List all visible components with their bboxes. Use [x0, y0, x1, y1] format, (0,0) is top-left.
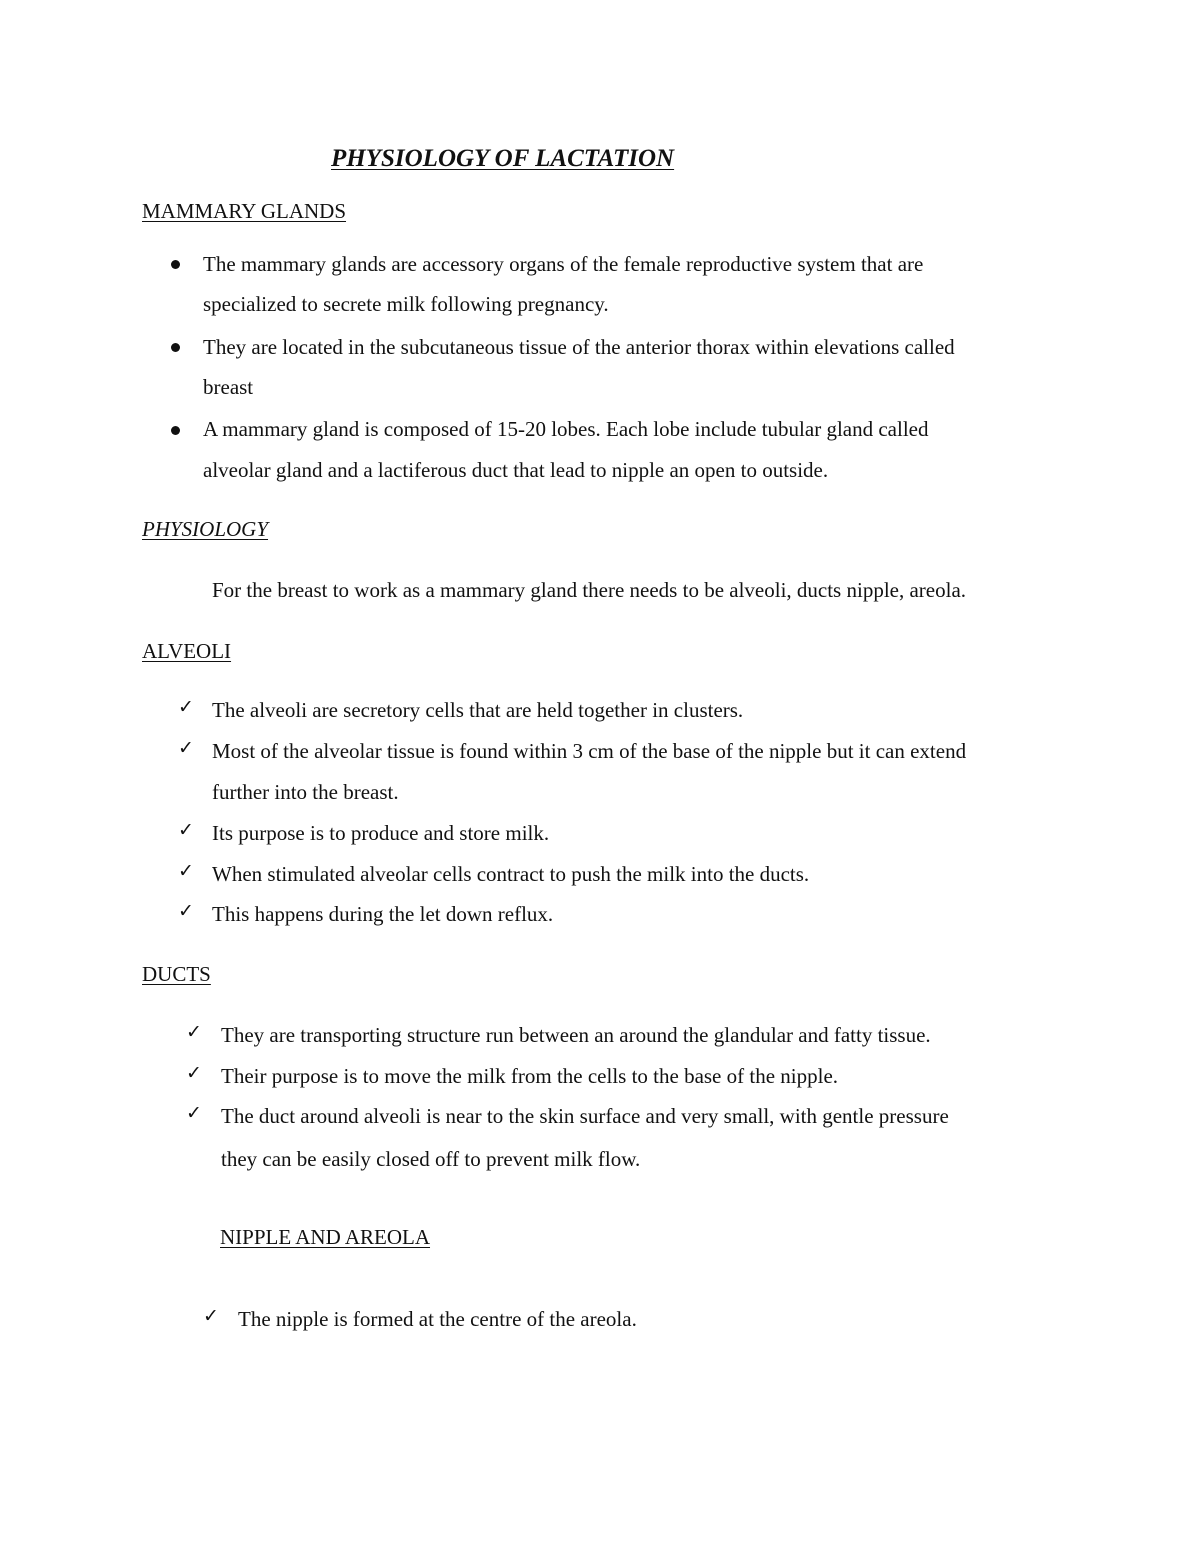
list-item-text: This happens during the let down reflux.: [212, 902, 554, 926]
list-item-text: The nipple is formed at the centre of the areola.: [238, 1307, 637, 1331]
list-item-text: When stimulated alveolar cells contract to push the milk into the ducts.: [212, 862, 810, 886]
list-item-text: The duct around alveoli is near to the skin surface and very small, with gentle pressure: [221, 1104, 949, 1128]
check-icon: ✓: [178, 737, 194, 759]
list-item-text: alveolar gland and a lactiferous duct that lead to nipple an open to outside.: [203, 458, 829, 482]
list-item-text: further into the breast.: [212, 780, 399, 804]
check-icon: ✓: [186, 1102, 202, 1124]
list-item-text: The alveoli are secretory cells that are held together in clusters.: [212, 698, 744, 722]
list-item-text: They are transporting structure run between an around the glandular and fatty tissue.: [221, 1023, 931, 1047]
check-icon: ✓: [178, 819, 194, 841]
list-item-text: A mammary gland is composed of 15-20 lobes. Each lobe include tubular gland called: [203, 417, 929, 441]
bullet-icon: [171, 426, 180, 435]
section-heading-nipple: NIPPLE AND AREOLA: [220, 1225, 431, 1249]
check-icon: ✓: [186, 1062, 202, 1084]
section-heading-physiology: PHYSIOLOGY: [142, 517, 269, 541]
check-icon: ✓: [178, 900, 194, 922]
section-heading-alveoli: ALVEOLI: [142, 639, 232, 663]
paragraph-text: For the breast to work as a mammary gland there needs to be alveoli, ducts nipple, areola.: [212, 578, 967, 602]
check-icon: ✓: [178, 860, 194, 882]
page-title: PHYSIOLOGY OF LACTATION: [331, 145, 675, 172]
list-item-text: breast: [203, 375, 254, 399]
list-item-text: specialized to secrete milk following pregnancy.: [203, 292, 609, 316]
bullet-icon: [171, 343, 180, 352]
list-item-text: Its purpose is to produce and store milk.: [212, 821, 550, 845]
list-item-text: They are located in the subcutaneous tissue of the anterior thorax within elevations called: [203, 335, 955, 359]
list-item-text: they can be easily closed off to prevent milk flow.: [221, 1147, 641, 1171]
list-item-text: The mammary glands are accessory organs of the female reproductive system that are: [203, 252, 924, 276]
check-icon: ✓: [203, 1305, 219, 1327]
list-item-text: Their purpose is to move the milk from the cells to the base of the nipple.: [221, 1064, 839, 1088]
check-icon: ✓: [178, 696, 194, 718]
section-heading-ducts: DUCTS: [142, 962, 211, 986]
section-heading-mammary: MAMMARY GLANDS: [142, 199, 347, 223]
bullet-icon: [171, 260, 180, 269]
list-item-text: Most of the alveolar tissue is found within 3 cm of the base of the nipple but it can extend: [212, 739, 967, 763]
check-icon: ✓: [186, 1021, 202, 1043]
